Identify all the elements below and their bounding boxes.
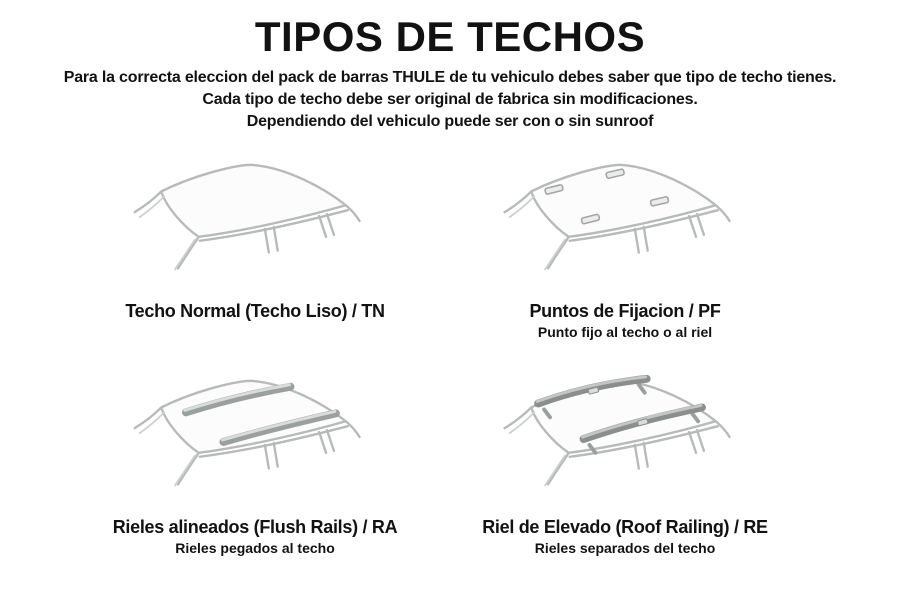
roof-type-card-tn [55,150,455,324]
roof-type-sublabel-re: Rieles separados del techo [534,540,716,556]
header [0,0,900,133]
page-title: TIPOS DE TECHOS [254,13,646,60]
roof-flush-rails-sketch-icon [95,366,415,514]
roof-type-label-re: Riel de Elevado (Roof Railing) / RE [482,517,768,537]
roof-type-label-pf: Puntos de Fijacion / PF [529,301,721,321]
roof-fixpoints-sketch-icon [465,150,785,298]
roof-type-sublabel-pf: Punto fijo al techo o al riel [537,324,713,340]
intro-line-2: Cada tipo de techo debe ser original de fabrica sin modificaciones. [202,91,698,109]
roof-type-label-ra: Rieles alineados (Flush Rails) / RA [112,517,398,537]
roof-type-label-tn: Techo Normal (Techo Liso) / TN [125,301,385,321]
roof-type-card-re [425,366,825,556]
intro-line-1: Para la correcta eleccion del pack de barras THULE de tu vehiculo debes saber que tipo de techo tienes. [63,69,837,87]
roof-type-card-pf [425,150,825,340]
roof-type-sublabel-ra: Rieles pegados al techo [175,540,335,556]
roof-type-card-ra [55,366,455,556]
intro-text [0,67,900,133]
intro-line-3: Dependiendo del vehiculo puede ser con o sin sunroof [246,113,654,131]
roof-raised-rails-sketch-icon [465,366,785,514]
roof-normal-sketch-icon [95,150,415,298]
